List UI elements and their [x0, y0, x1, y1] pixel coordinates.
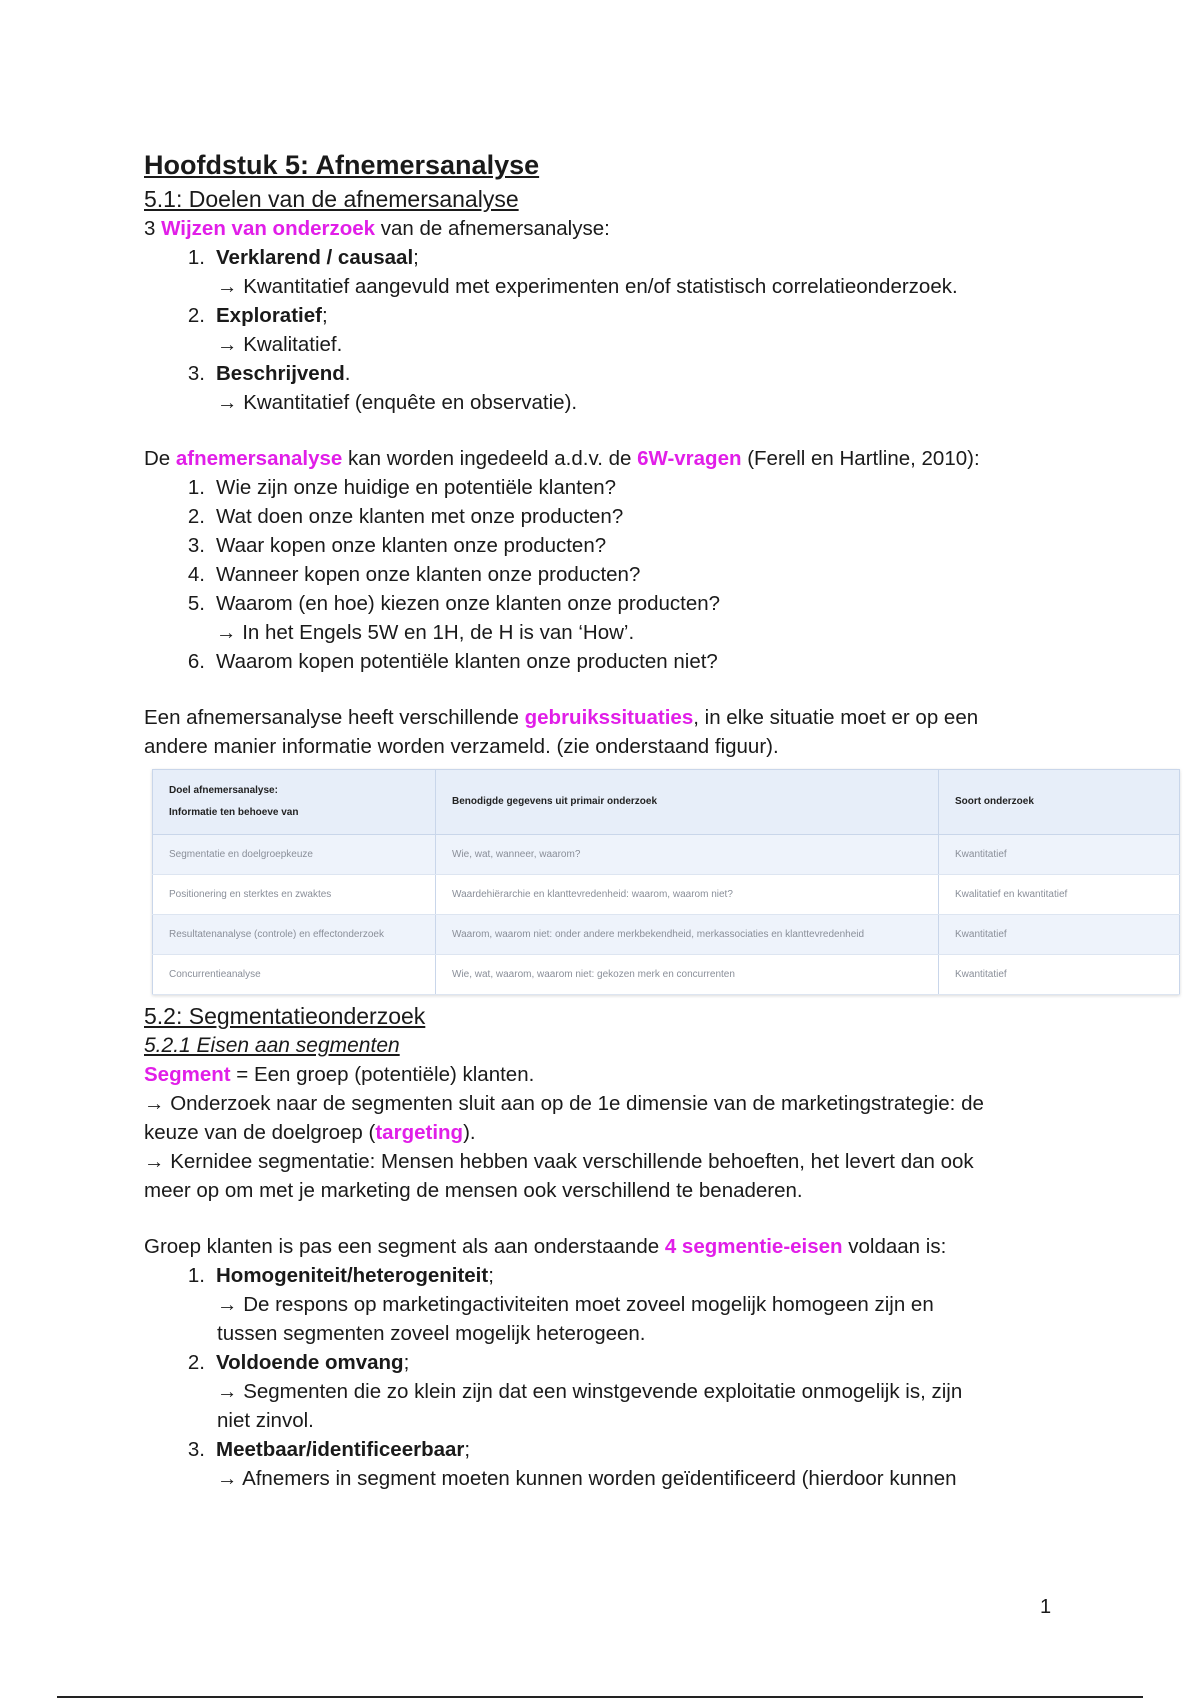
intro-paragraph: 3 Wijzen van onderzoek van de afnemersanalyse:	[144, 217, 610, 240]
list-item: 6. Waarom kopen potentiële klanten onze producten niet?	[187, 650, 718, 673]
list-subitem: → Kwantitatief (enquête en observatie).	[217, 391, 578, 414]
list-item: 1. Homogeniteit/heterogeniteit;	[187, 1264, 494, 1287]
segment-requirements-list	[144, 1261, 1174, 1493]
usage-paragraph: Een afnemersanalyse heeft verschillende gebruikssituaties, in elke situatie moet er op een	[144, 706, 979, 729]
segment-definition: Segment = Een groep (potentiële) klanten.	[144, 1063, 535, 1086]
list-subitem: tussen segmenten zoveel mogelijk heterogeen.	[217, 1322, 646, 1345]
research-methods-list	[144, 243, 1174, 417]
chapter-heading: Hoofdstuk 5: Afnemersanalyse	[144, 150, 540, 180]
list-item: 2. Voldoende omvang;	[187, 1351, 410, 1374]
paragraph-line: → Onderzoek naar de segmenten sluit aan op de 1e dimensie van de marketingstrategie: de	[144, 1092, 984, 1115]
list-item: 1. Wie zijn onze huidige en potentiële klanten?	[187, 476, 617, 499]
list-subitem: → Kwantitatief aangevuld met experimenten en/of statistisch correlatieonderzoek.	[217, 275, 958, 298]
section-5-2-1-title: 5.2.1 Eisen aan segmenten	[144, 1034, 400, 1057]
list-item: 3. Meetbaar/identificeerbaar;	[187, 1438, 471, 1461]
analysis-table	[152, 769, 1180, 995]
table-row: Concurrentieanalyse Wie, wat, waarom, waarom niet: gekozen merk en concurrenten Kwantitatief	[153, 955, 1180, 995]
paragraph-line: meer op om met je marketing de mensen ook verschillend te benaderen.	[144, 1179, 803, 1202]
list-subitem: → Segmenten die zo klein zijn dat een winstgevende exploitatie onmogelijk is, zijn	[217, 1380, 963, 1403]
6w-paragraph: De afnemersanalyse kan worden ingedeeld a.d.v. de 6W-vragen (Ferell en Hartline, 2010):	[144, 447, 980, 470]
list-item: 1. Verklarend / causaal;	[187, 246, 419, 269]
table-row: Resultatenanalyse (controle) en effectonderzoek Waarom, waarom niet: onder andere merkbekendheid, merkassociaties en klanttevredenheid Kwantitatief	[153, 915, 1180, 955]
page-bottom-rule	[57, 1696, 1143, 1698]
list-subitem: niet zinvol.	[217, 1409, 314, 1432]
table-header-data: Benodigde gegevens uit primair onderzoek	[436, 770, 939, 835]
requirements-paragraph: Groep klanten is pas een segment als aan onderstaande 4 segmentie-eisen voldaan is:	[144, 1235, 947, 1258]
table-row: Positionering en sterktes en zwaktes Waardehiërarchie en klanttevredenheid: waarom, waarom niet? Kwalitatief en kwantitatief	[153, 875, 1180, 915]
section-5-1-title: 5.1: Doelen van de afnemersanalyse	[144, 186, 519, 212]
table-row: Segmentatie en doelgroepkeuze Wie, wat, wanneer, waarom? Kwantitatief	[153, 835, 1180, 875]
list-item: 5. Waarom (en hoe) kiezen onze klanten onze producten?	[187, 592, 721, 615]
list-subitem: → Afnemers in segment moeten kunnen worden geïdentificeerd (hierdoor kunnen	[217, 1467, 957, 1490]
paragraph-line: keuze van de doelgroep (targeting).	[144, 1121, 476, 1144]
table-header-type: Soort onderzoek	[939, 770, 1180, 835]
list-item: 4. Wanneer kopen onze klanten onze producten?	[187, 563, 641, 586]
list-subitem: → In het Engels 5W en 1H, de H is van ‘How’.	[216, 621, 635, 644]
list-item: 2. Exploratief;	[187, 304, 328, 327]
paragraph-line: → Kernidee segmentatie: Mensen hebben vaak verschillende behoeften, het levert dan ook	[144, 1150, 974, 1173]
usage-paragraph-line2: andere manier informatie worden verzameld. (zie onderstaand figuur).	[144, 735, 779, 758]
list-item: 3. Waar kopen onze klanten onze producten?	[187, 534, 607, 557]
list-subitem: → Kwalitatief.	[217, 333, 343, 356]
page-number: 1	[1040, 1596, 1052, 1618]
document-page	[144, 140, 1174, 1493]
list-item: 2. Wat doen onze klanten met onze producten?	[187, 505, 624, 528]
list-item: 3. Beschrijvend.	[187, 362, 351, 385]
section-5-2-title: 5.2: Segmentatieonderzoek	[144, 1003, 426, 1029]
table-header-goal: Doel afnemersanalyse: Informatie ten behoeve van	[153, 770, 436, 835]
6w-questions-list	[144, 473, 1174, 676]
list-subitem: → De respons op marketingactiviteiten moet zoveel mogelijk homogeen zijn en	[217, 1293, 934, 1316]
